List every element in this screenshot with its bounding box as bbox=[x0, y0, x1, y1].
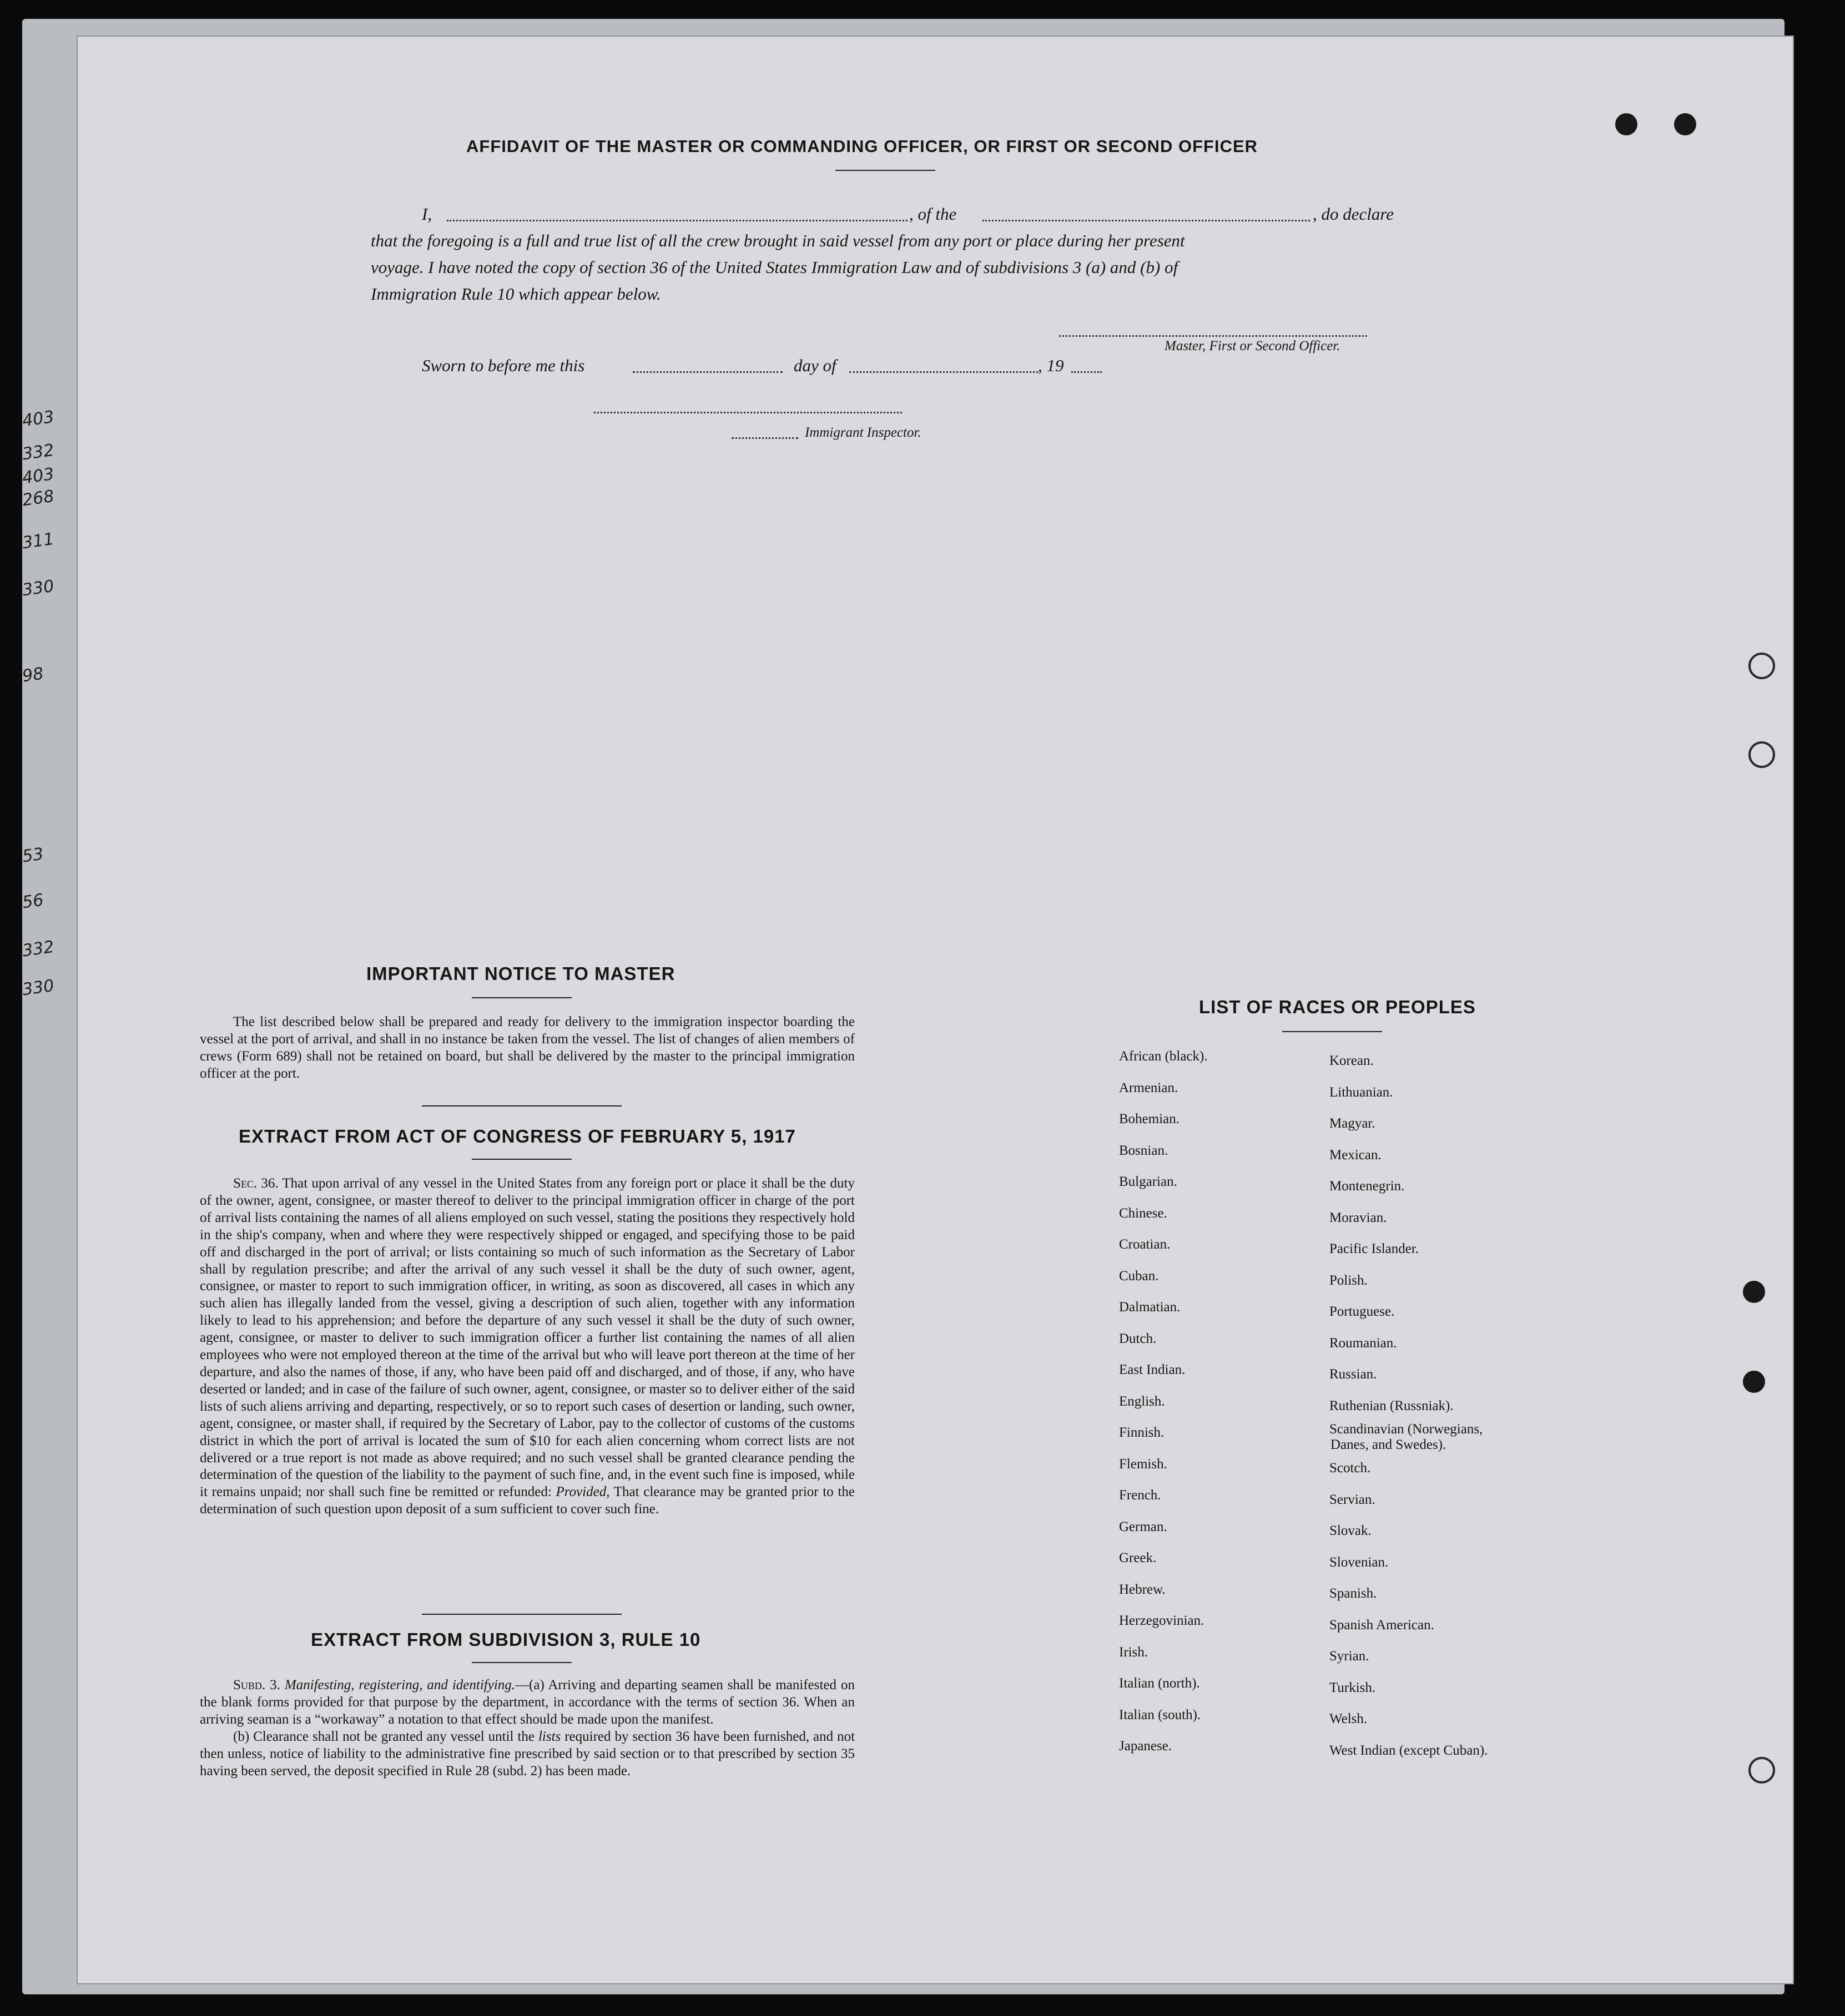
divider bbox=[472, 1662, 572, 1663]
punch-hole-icon bbox=[1743, 1281, 1765, 1303]
year-blank-line[interactable] bbox=[1071, 371, 1102, 373]
race-item: Lithuanian. bbox=[1329, 1084, 1393, 1100]
race-item: Servian. bbox=[1329, 1492, 1375, 1507]
race-item: Spanish. bbox=[1329, 1586, 1377, 1601]
margin-note: 332 bbox=[21, 440, 56, 464]
margin-note: 332 bbox=[21, 937, 56, 961]
affidavit-line: Immigration Rule 10 which appear below. bbox=[371, 284, 661, 304]
race-item: Italian (north). bbox=[1119, 1676, 1200, 1691]
race-item: Chinese. bbox=[1119, 1205, 1167, 1221]
sworn-label: Sworn to before me this bbox=[422, 356, 585, 375]
margin-note: 53 bbox=[21, 844, 45, 867]
act-title: EXTRACT FROM ACT OF CONGRESS OF FEBRUARY 5, 1917 bbox=[239, 1126, 796, 1146]
inspector-prefix-line bbox=[732, 437, 798, 439]
race-item: Bohemian. bbox=[1119, 1111, 1180, 1126]
margin-note: 311 bbox=[21, 529, 56, 553]
race-item: Scotch. bbox=[1329, 1461, 1371, 1476]
race-item: Slovenian. bbox=[1329, 1554, 1389, 1570]
divider bbox=[835, 170, 935, 171]
master-caption: Master, First or Second Officer. bbox=[1165, 338, 1340, 353]
race-item: Herzegovinian. bbox=[1119, 1613, 1204, 1628]
rule10-title: EXTRACT FROM SUBDIVISION 3, RULE 10 bbox=[311, 1629, 701, 1650]
race-item: Dutch. bbox=[1119, 1331, 1157, 1346]
inspector-caption: Immigrant Inspector. bbox=[805, 425, 921, 440]
inspector-signature-line[interactable] bbox=[594, 412, 902, 413]
race-item: Italian (south). bbox=[1119, 1707, 1201, 1722]
day-of-label: day of bbox=[794, 356, 836, 375]
margin-note: 56 bbox=[21, 890, 45, 913]
notice-text: The list described below shall be prepared and ready for delivery to the immigration inspector boarding the vessel at the port of arrival, and shall in no instance be taken from the vessel. The list of changes of alien members of crews (Form 689) shall not be retained on board, but shall be delivered by the master to the principal immigration officer at the port. bbox=[200, 1014, 855, 1081]
affidavit-do-declare: , do declare bbox=[1313, 204, 1394, 224]
master-signature-line[interactable] bbox=[1059, 335, 1367, 337]
month-blank-line[interactable] bbox=[849, 371, 1038, 373]
race-item: Scandinavian (Norwegians, bbox=[1329, 1422, 1483, 1437]
year-label: , 19 bbox=[1038, 356, 1064, 375]
races-column-1 bbox=[1119, 1041, 1208, 1762]
race-item: Finnish. bbox=[1119, 1425, 1165, 1440]
divider bbox=[1282, 1031, 1382, 1032]
margin-note: 268 bbox=[21, 486, 56, 511]
margin-note: 98 bbox=[21, 664, 45, 686]
affidavit-i: I, bbox=[422, 204, 432, 224]
day-blank-line[interactable] bbox=[633, 371, 783, 373]
race-item: Welsh. bbox=[1329, 1711, 1368, 1726]
punch-hole-icon bbox=[1743, 1371, 1765, 1393]
divider bbox=[472, 1159, 572, 1160]
vessel-blank-line[interactable] bbox=[982, 220, 1310, 221]
margin-note: 330 bbox=[21, 576, 56, 600]
race-item: Bulgarian. bbox=[1119, 1174, 1177, 1189]
race-item: Polish. bbox=[1329, 1272, 1368, 1288]
race-item: Portuguese. bbox=[1329, 1304, 1395, 1319]
race-item: Cuban. bbox=[1119, 1268, 1159, 1284]
race-item: Greek. bbox=[1119, 1550, 1157, 1565]
race-item: German. bbox=[1119, 1519, 1167, 1534]
rule10-text: Subd. 3. Manifesting, registering, and identifying.—(a) Arriving and departing seamen shall be manifested on the blank forms provided for that purpose by the department, in accordance with the terms of section 36. When an arriving seaman is a “workaway” a notation to that effect should be made upon the manifest. (b) Clearance shall not be granted any vessel until the lists required by section 36 have been furnished, and not then unless, notice of liability to the administrative fine prescribed by said section or to that prescribed by section 35 having been served, the deposit specified in Rule 28 (subd. 2) has been made. bbox=[200, 1678, 855, 1778]
race-item: Irish. bbox=[1119, 1644, 1148, 1660]
race-item: Bosnian. bbox=[1119, 1143, 1168, 1158]
race-item: Danes, and Swedes). bbox=[1330, 1437, 1446, 1452]
document-page bbox=[78, 37, 1793, 1983]
race-item: Montenegrin. bbox=[1329, 1179, 1405, 1194]
race-item: Ruthenian (Russniak). bbox=[1329, 1398, 1454, 1413]
race-item: Slovak. bbox=[1329, 1523, 1372, 1538]
affidavit-line: voyage. I have noted the copy of section 36 of the United States Immigration Law and of subdivisions 3 (a) and (b) of bbox=[371, 257, 1178, 277]
margin-note: 330 bbox=[21, 976, 56, 1000]
race-item: Dalmatian. bbox=[1119, 1300, 1181, 1315]
race-item: Flemish. bbox=[1119, 1456, 1167, 1472]
divider bbox=[422, 1614, 622, 1615]
race-item: French. bbox=[1119, 1488, 1161, 1503]
margin-note: 403 bbox=[21, 464, 56, 488]
race-item: Mexican. bbox=[1329, 1147, 1382, 1163]
race-item: Magyar. bbox=[1329, 1116, 1375, 1131]
race-item: Japanese. bbox=[1119, 1739, 1172, 1754]
binder-ring-icon bbox=[1748, 1757, 1775, 1783]
divider bbox=[422, 1105, 622, 1106]
name-blank-line[interactable] bbox=[447, 220, 908, 221]
race-item: Moravian. bbox=[1329, 1210, 1387, 1225]
race-item: Syrian. bbox=[1329, 1649, 1369, 1664]
margin-note: 403 bbox=[21, 407, 56, 431]
races-column-2 bbox=[1329, 1045, 1488, 1766]
race-item: Pacific Islander. bbox=[1329, 1241, 1419, 1256]
punch-hole-icon bbox=[1615, 113, 1637, 135]
race-item: Turkish. bbox=[1329, 1680, 1376, 1695]
act-text: Sec. 36. That upon arrival of any vessel in the United States from any foreign port or place it shall be the duty of the owner, agent, consignee, or master thereof to deliver to the principal immigration officer in charge of the port of arrival lists containing the names of all aliens employed on such vessel, stating the positions they respectively hold in the ship's company, when and where they were respectively shipped or engaged, and specifying those to be paid off and discharged in the port of arrival; or lists containing so much of such information as the Secretary of Labor shall by regulation prescribe; and after the arrival of any such vessel it shall be the duty of such owner, agent, consignee, or master to report to such immigration officer, in writing, as soon as discovered, all cases in which any such alien has illegally landed from the vessel, giving a description of such alien, together with any information likely to lead to his apprehension; and before the departure of any such vessel it shall be the duty of such owner, agent, consignee, or master to deliver to such immigration officer a further list containing the names of all alien employees who were not employed thereon at the time of the arrival but who will leave port thereon at the time of her departure, and also the names of those, if any, who have been paid off and discharged, and of those, if any, who have deserted or landed; and in case of the failure of such owner, agent, consignee, or master so to deliver either of the said lists of such aliens arriving and departing, respectively, or so to report such cases of desertion or landing, such owner, agent, consignee, or master shall, if required by the Secretary of Labor, pay to the collector of customs of the customs district in which the port of arrival is located the sum of $10 for each alien concerning whom correct lists are not delivered or a true report is not made as above required; and no such vessel shall be granted clearance pending the determination of the question of the liability to the payment of such fine, and, in the event such fine is imposed, while it remains unpaid; nor shall such fine be remitted or refunded: Provided, That clearance may be granted prior to the determination of such question upon deposit of a sum sufficient to cover such fine. bbox=[200, 1176, 855, 1517]
race-item: Croatian. bbox=[1119, 1237, 1171, 1252]
race-item: African (black). bbox=[1119, 1049, 1208, 1064]
affidavit-title: AFFIDAVIT OF THE MASTER OR COMMANDING OFFICER, OR FIRST OR SECOND OFFICER bbox=[466, 137, 1258, 156]
races-title: LIST OF RACES OR PEOPLES bbox=[1199, 997, 1476, 1017]
race-item: Armenian. bbox=[1119, 1080, 1178, 1095]
race-item: West Indian (except Cuban). bbox=[1329, 1742, 1488, 1758]
race-item: English. bbox=[1119, 1393, 1165, 1409]
affidavit-line: that the foregoing is a full and true list of all the crew brought in said vessel from any port or place during her present bbox=[371, 231, 1185, 250]
affidavit-of-the: , of the bbox=[909, 204, 957, 224]
race-item: Russian. bbox=[1329, 1367, 1377, 1382]
notice-title: IMPORTANT NOTICE TO MASTER bbox=[366, 963, 676, 984]
race-item: Korean. bbox=[1329, 1053, 1374, 1068]
binder-ring-icon bbox=[1748, 741, 1775, 768]
race-item: East Indian. bbox=[1119, 1362, 1186, 1377]
punch-hole-icon bbox=[1674, 113, 1696, 135]
race-item: Roumanian. bbox=[1329, 1335, 1397, 1351]
binder-ring-icon bbox=[1748, 653, 1775, 679]
race-item: Hebrew. bbox=[1119, 1582, 1166, 1597]
divider bbox=[472, 997, 572, 998]
race-item: Spanish American. bbox=[1329, 1617, 1434, 1633]
